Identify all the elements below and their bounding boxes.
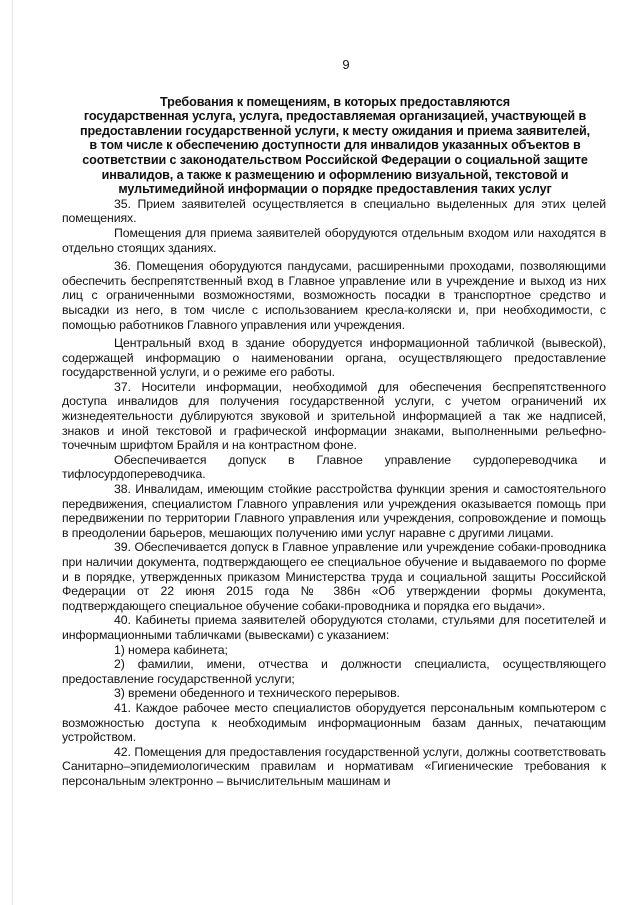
paragraph-36-entrance: Центральный вход в здание оборудуется информационной табличкой (вывеской), содержащей информацию о наименовании органа, осуществляющего предоставление государственной услуги, и о режиме его работы.: [62, 336, 606, 380]
paragraph-38: 38. Инвалидам, имеющим стойкие расстройства функции зрения и самостоятельного передвижения, специалистом Главного управления или учреждения оказывается помощь при передвижении по территории Главного управления или учреждения, сопровождение и помощь в преодолении барьеров, мешающих получению ими услуг наравне с другими лицами.: [62, 482, 606, 540]
paragraph-35-rooms: Помещения для приема заявителей оборудуются отдельным входом или находятся в отдельно стоящих зданиях.: [62, 225, 606, 255]
scan-edge: [12, 0, 13, 905]
title-line: государственная услуга, услуга, предоставляемая организацией, участвующей в: [83, 109, 587, 124]
page-number: 9: [342, 57, 350, 72]
list-item-3: 3) времени обеденного и технического перерывов.: [114, 686, 400, 701]
title-line: предоставлении государственной услуги, к месту ожидания и приема заявителей,: [79, 123, 591, 138]
title-line: мультимедийной информации о порядке предоставления таких услуг: [118, 182, 552, 197]
paragraph-40: 40. Кабинеты приема заявителей оборудуются столами, стульями для посетителей и информационными табличками (вывесками) с указанием:: [62, 613, 606, 642]
section-title: [64, 95, 606, 197]
paragraph-42: 42. Помещения для предоставления государственной услуги, должны соответствовать Санитарно–эпидемиологическим правилам и нормативам «Гигиенические требования к персональным электронно – вычислительным машинам и: [62, 744, 606, 788]
title-line: соответствии с законодательством Российской Федерации о социальной защите: [82, 152, 588, 167]
list-item-1: 1) номера кабинета;: [114, 642, 228, 657]
paragraph-37-interpreter: Обеспечивается допуск в Главное управление сурдопереводчика и тифлосурдопереводчика.: [62, 452, 606, 482]
paragraph-41: 41. Каждое рабочее место специалистов оборудуется персональным компьютером с возможностью доступа к необходимым информационным базам данных, печатающим устройством.: [62, 700, 606, 745]
list-item-2: 2) фамилии, имени, отчества и должности специалиста, осуществляющего предоставление государственной услуги;: [62, 657, 606, 686]
paragraph-36: 36. Помещения оборудуются пандусами, расширенными проходами, позволяющими обеспечить беспрепятственный вход в Главное управление или в учреждение и выход из них лиц с ограниченными возможностями, возможность посадки в транспортное средство и высадки из него, в том числе с использованием кресла-коляски и, при необходимости, с помощью работников Главного управления или учреждения.: [62, 259, 606, 332]
paragraph-35: 35. Прием заявителей осуществляется в специально выделенных для этих целей помещениях.: [62, 196, 606, 226]
title-line: Требования к помещениям, в которых предоставляются: [159, 94, 510, 109]
title-line: в том числе к обеспечению доступности для инвалидов указанных объектов в: [89, 138, 581, 153]
title-line: инвалидов, а также к размещению и оформлению визуальной, текстовой и: [101, 167, 569, 182]
paragraph-37: 37. Носители информации, необходимой для обеспечения беспрепятственного доступа инвалидов для получения государственной услуги, с учетом ограничений их жизнедеятельности дублируются звуковой и зрительной информацией а так же надписей, знаков и иной текстовой и графической информации знаками, выполненными рельефно-точечным шрифтом Брайля и на контрастном фоне.: [62, 379, 606, 453]
document-body: [62, 197, 606, 789]
paragraph-39: 39. Обеспечивается допуск в Главное управление или учреждение собаки-проводника при наличии документа, подтверждающего ее специальное обучение и выдаваемого по форме и в порядке, утвержденных приказом Министерства труда и социальной защиты Российской Федерации от 22 июня 2015 года № 386н «Об утверждении формы документа, подтверждающего специальное обучение собаки-проводника и порядка его выдачи».: [62, 540, 606, 613]
